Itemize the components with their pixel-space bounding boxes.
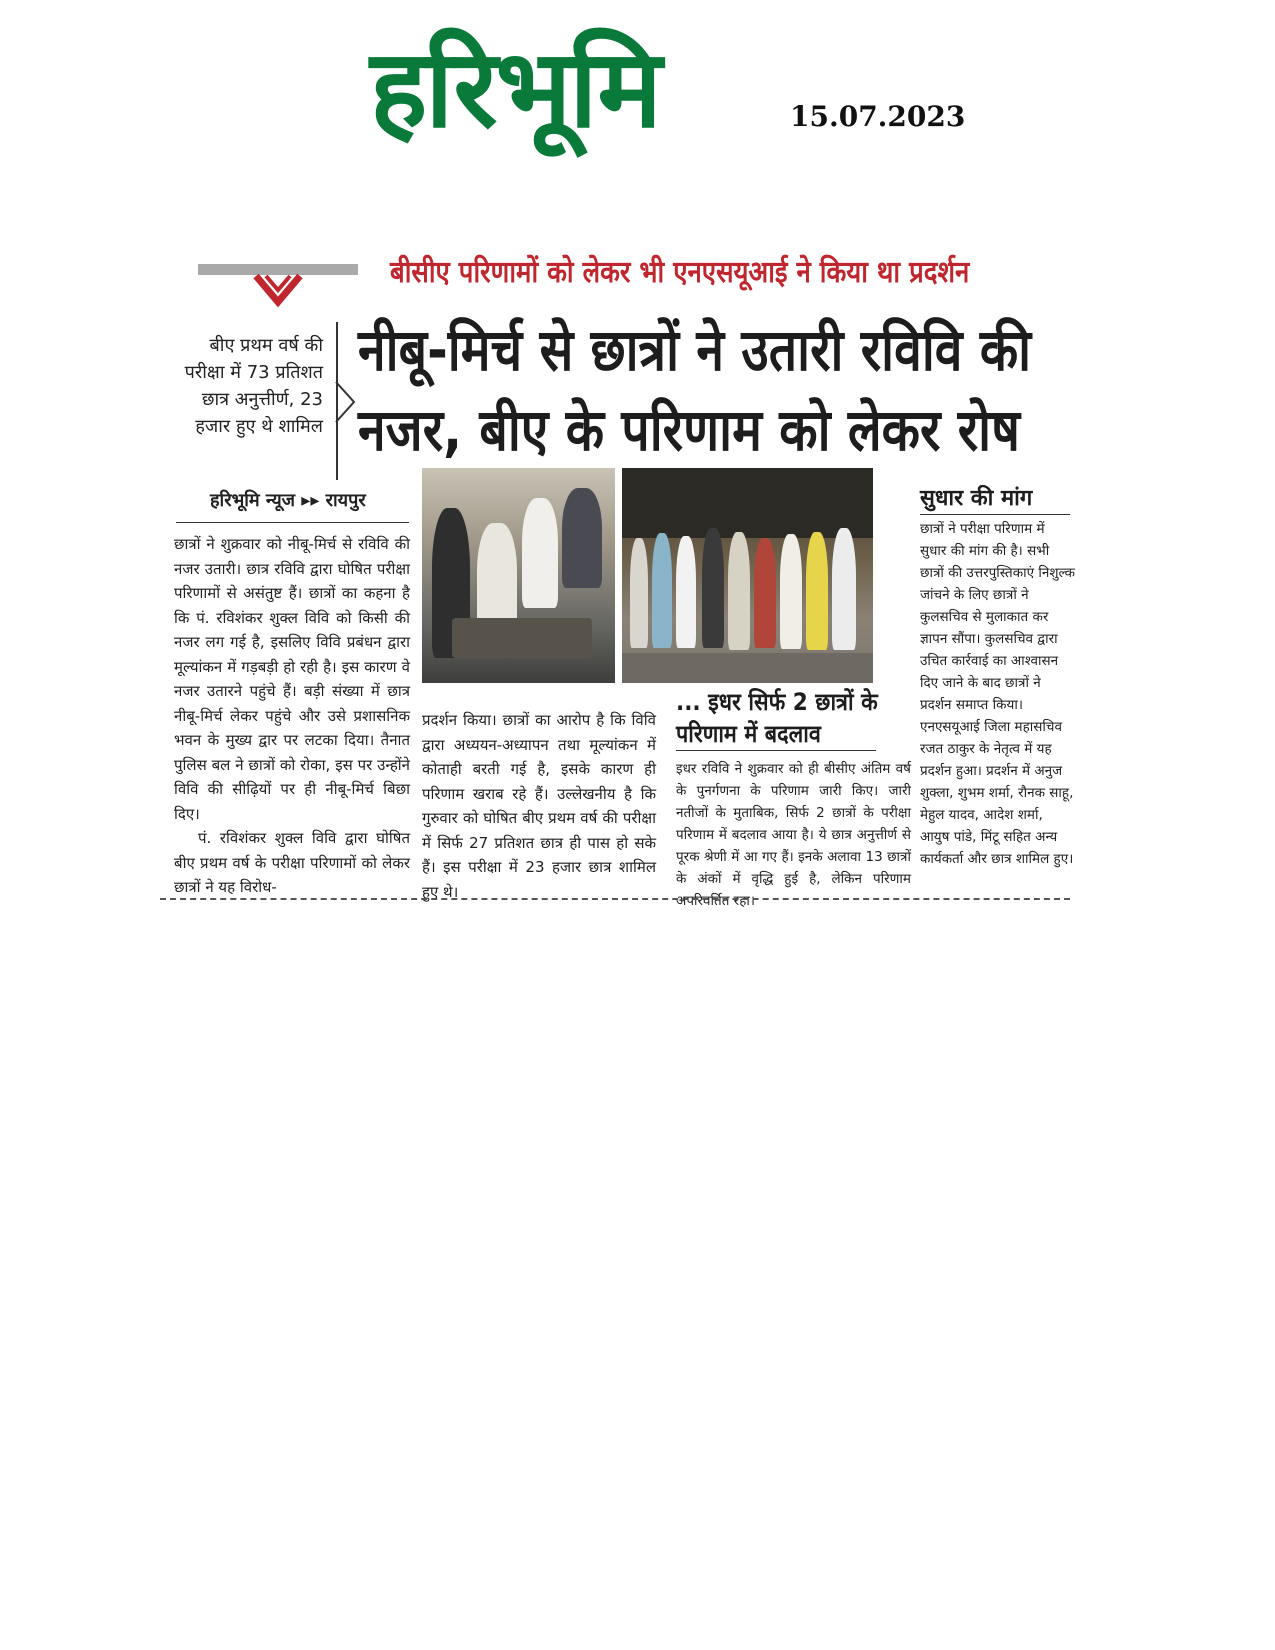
chevron-right-icon <box>334 380 356 424</box>
sidebar-column: छात्रों ने परीक्षा परिणाम में सुधार की मांग की है। सभी छात्रों की उत्तरपुस्तिकाएं निशुल्क जांचने के लिए छात्रों ने कुलसचिव से मुलाकात कर ज्ञापन सौंपा। कुलसचिव द्वारा उचित कार्रवाई का आश्वासन दिए जाने के बाद छात्रों ने प्रदर्शन समाप्त किया। एनएसयूआई जिला महासचिव रजत ठाकुर के नेतृत्व में यह प्रदर्शन हुआ। प्रदर्शन में अनुज शुक्ला, शुभम शर्मा, रौनक साहू, मेहुल यादव, आदेश शर्मा, आयुष पांडे, मिंटू सहित अन्य कार्यकर्ता और छात्र शामिल हुए। <box>920 521 1075 867</box>
article-column-3: इधर रविवि ने शुक्रवार को ही बीसीए अंतिम वर्ष के पुनर्गणना के परिणाम जारी किए। जारी नतीजों के मुताबिक, सिर्फ 2 छात्रों के परीक्षा परिणाम में बदलाव आया है। ये छात्र अनुत्तीर्ण से पूरक श्रेणी में आ गए हैं। इनके अलावा 13 छात्रों के अंकों में वृद्धि हुई है, लेकिन परिणाम अपरिवर्तित रहा। <box>676 761 911 909</box>
headline-line-1: नीबू-मिर्च से छात्रों ने उतारी रविवि की <box>358 316 1032 384</box>
deck-summary: बीए प्रथम वर्ष की परीक्षा में 73 प्रतिशत छात्र अनुत्तीर्ण, 23 हजार हुए थे शामिल <box>184 335 323 437</box>
byline-divider <box>176 522 409 523</box>
photo-students-lemon-chilli <box>422 468 615 683</box>
sidebar-title: सुधार की मांग <box>920 486 1033 511</box>
main-headline <box>358 310 1032 470</box>
byline: हरिभूमि न्यूज ▸▸ रायपुर <box>210 490 366 511</box>
kicker-headline: बीसीए परिणामों को लेकर भी एनएसयूआई ने किया था प्रदर्शन <box>390 255 970 290</box>
subheadline: ... इधर सिर्फ 2 छात्रों के परिणाम में बदलाव <box>676 688 878 748</box>
newspaper-logo: हरिभूमि <box>370 27 660 152</box>
chevron-down-icon <box>252 272 304 308</box>
news-clipping <box>168 250 1123 950</box>
headline-line-2: नजर, बीए के परिणाम को लेकर रोष <box>358 396 1020 464</box>
paragraph: छात्रों ने शुक्रवार को नीबू-मिर्च से रविवि की नजर उतारी। छात्र रविवि द्वारा घोषित परीक्षा परिणामों से असंतुष्ट हैं। छात्रों का कहना है कि पं. रविशंकर शुक्ल विवि को किसी की नजर लग गई है, इसलिए विवि प्रबंधन द्वारा मूल्यांकन में गड़बड़ी हो रही है। इस कारण वे नजर उतारने पहुंचे हैं। बड़ी संख्या में छात्र नीबू-मिर्च लेकर पहुंचे और उसे प्रशासनिक भवन के मुख्य द्वार पर लटका दिया। तैनात पुलिस बल ने छात्रों को रोका, इस पर उन्होंने विवि की सीढ़ियों पर ही नीबू-मिर्च बिछा दिए। <box>174 535 410 823</box>
subhead-divider <box>676 750 876 751</box>
paragraph: पं. रविशंकर शुक्ल विवि द्वारा घोषित बीए प्रथम वर्ष के परीक्षा परिणामों को लेकर छात्रों ने यह विरोध- <box>174 829 410 896</box>
clipping-cut-line <box>160 898 1070 900</box>
photo-students-group <box>622 468 873 683</box>
sidebar-divider <box>920 514 1070 515</box>
masthead <box>370 27 770 152</box>
publication-date: 15.07.2023 <box>790 100 966 133</box>
article-column-1 <box>174 532 410 900</box>
article-column-2: प्रदर्शन किया। छात्रों का आरोप है कि विवि द्वारा अध्ययन-अध्यापन तथा मूल्यांकन में कोताही बरती गई है, इसके कारण ही परिणाम खराब रहे हैं। उल्लेखनीय है कि गुरुवार को घोषित बीए प्रथम वर्ष की परीक्षा में सिर्फ 27 प्रतिशत छात्र ही पास हो सके हैं। इस परीक्षा में 23 हजार छात्र शामिल हुए थे। <box>422 711 656 901</box>
